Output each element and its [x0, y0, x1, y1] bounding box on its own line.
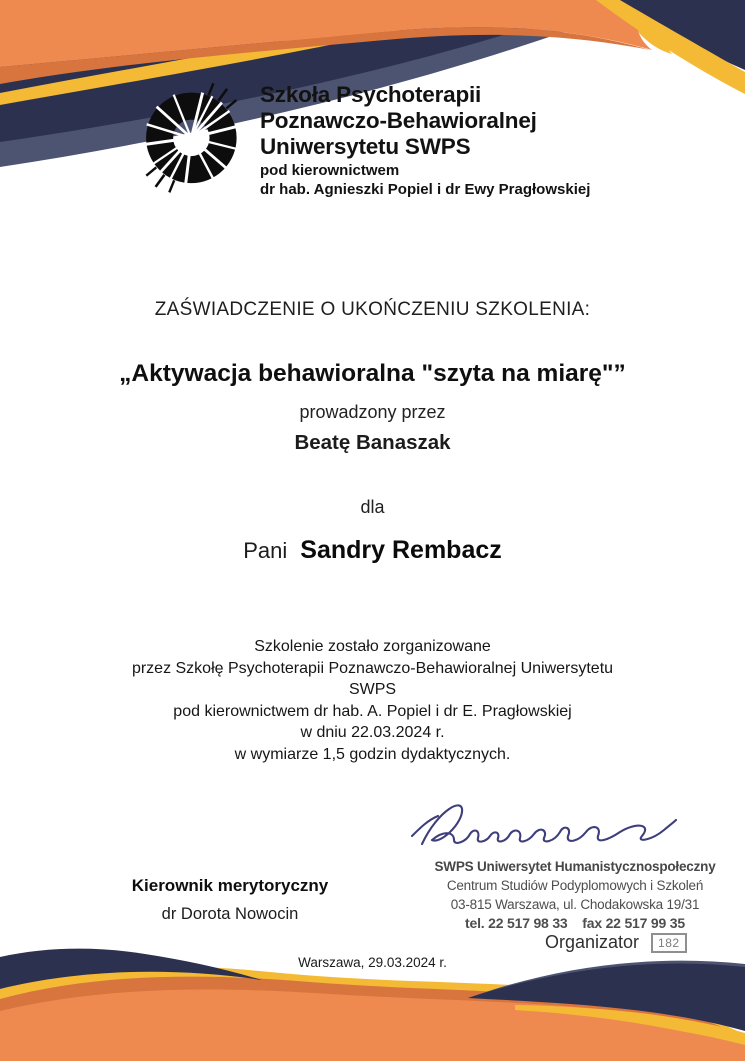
organizer-stamp-text	[428, 857, 722, 933]
conducted-by-label: prowadzony przez	[299, 402, 446, 422]
institution-subtitle-lines	[260, 162, 590, 199]
institution-name-block	[260, 82, 590, 199]
recipient-prefix: Pani	[243, 538, 288, 563]
place-and-date: Warszawa, 29.03.2024 r.	[298, 955, 447, 970]
institution-logo-block	[140, 78, 590, 199]
trainer-name: Beatę Banaszak	[294, 431, 451, 454]
content-director-title: Kierownik merytoryczny	[131, 876, 329, 895]
recipient-line	[0, 536, 745, 565]
certificate-heading: ZAŚWIADCZENIE O UKOŃCZENIU SZKOLENIA:	[154, 299, 591, 320]
certificate-body-line: pod kierownictwem dr hab. A. Popiel i dr E. Pragłowskiej	[173, 702, 572, 720]
organizer-label: Organizator	[545, 932, 640, 952]
certificate-body-paragraph	[0, 636, 745, 765]
stamp-line: tel. 22 517 98 33 fax 22 517 99 35	[465, 915, 685, 931]
bottom-wave-decoration	[0, 941, 745, 1061]
institution-name-lines	[260, 82, 590, 160]
stamp-line: SWPS Uniwersytet Humanistycznospołeczny	[434, 859, 716, 874]
stamp-line: 03-815 Warszawa, ul. Chodakowska 19/31	[450, 897, 700, 912]
certificate-body-line: SWPS	[348, 681, 397, 698]
recipient-name: Sandry Rembacz	[300, 536, 502, 564]
institution-name-line: Uniwersytetu SWPS	[260, 134, 471, 159]
content-director-block	[84, 876, 376, 924]
institution-subtitle-line: pod kierownictwem	[260, 162, 400, 179]
certificate-body-line: Szkolenie zostało zorganizowane	[254, 638, 491, 655]
institution-subtitle-line: dr hab. Agnieszki Popiel i dr Ewy Pragłowskiej	[260, 180, 591, 198]
stamp-line: Centrum Studiów Podyplomowych i Szkoleń	[446, 878, 704, 893]
for-label: dla	[360, 497, 385, 517]
content-director-name: dr Dorota Nowocin	[161, 905, 299, 923]
institution-name-line: Poznawczo-Behawioralnej	[260, 108, 537, 133]
certificate-body-line: w wymiarze 1,5 godzin dydaktycznych.	[234, 745, 511, 763]
course-title: „Aktywacja behawioralna "szyta na miarę"”	[119, 360, 626, 387]
handwritten-signature	[408, 790, 680, 862]
swps-shutter-logo-icon	[140, 78, 252, 194]
institution-name-line: Szkoła Psychoterapii	[260, 82, 482, 107]
certificate-body-line: przez Szkołę Psychoterapii Poznawczo-Behawioralnej Uniwersytetu	[131, 659, 614, 677]
registry-number-box: 182	[651, 933, 687, 953]
certificate-body-line: w dniu 22.03.2024 r.	[300, 724, 445, 741]
